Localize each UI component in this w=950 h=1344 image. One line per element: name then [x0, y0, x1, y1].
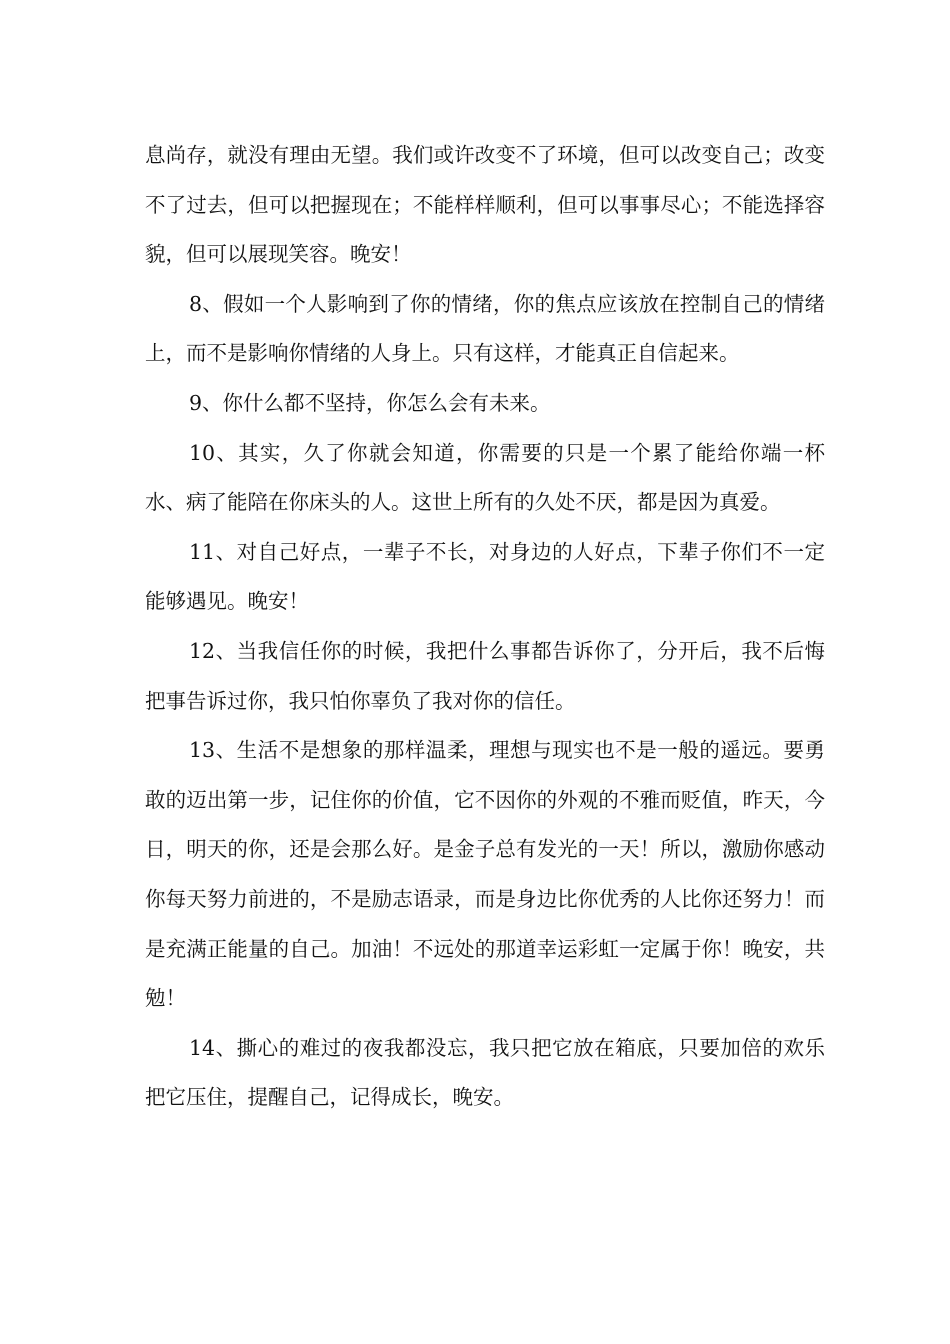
paragraph-11: 11、对自己好点，一辈子不长，对身边的人好点，下辈子你们不一定能够遇见。晚安！	[145, 539, 825, 614]
paragraph-continuation: 息尚存，就没有理由无望。我们或许改变不了环境，但可以改变自己；改变不了过去，但可以把握现在；不能样样顺利，但可以事事尽心；不能选择容貌，但可以展现笑容。晚安！	[145, 143, 825, 267]
paragraph-13: 13、生活不是想象的那样温柔，理想与现实也不是一般的遥远。要勇敢的迈出第一步，记住你的价值，它不因你的外观的不雅而贬值，昨天，今日，明天的你，还是会那么好。是金子总有发光的一天！所以，激励你感动你每天努力前进的，不是励志语录，而是身边比你优秀的人比你还努力！而是充满正能量的自己。加油！不远处的那道幸运彩虹一定属于你！晚安，共勉！	[145, 738, 825, 1011]
paragraph-12: 12、当我信任你的时候，我把什么事都告诉你了，分开后，我不后悔把事告诉过你，我只怕你辜负了我对你的信任。	[145, 638, 825, 713]
paragraph-9: 9、你什么都不坚持，你怎么会有未来。	[189, 390, 551, 415]
document-body	[145, 131, 825, 1123]
paragraph-10: 10、其实，久了你就会知道，你需要的只是一个累了能给你端一杯水、病了能陪在你床头的人。这世上所有的久处不厌，都是因为真爱。	[145, 440, 825, 515]
paragraph-8: 8、假如一个人影响到了你的情绪，你的焦点应该放在控制自己的情绪上，而不是影响你情绪的人身上。只有这样，才能真正自信起来。	[145, 291, 825, 366]
paragraph-14: 14、撕心的难过的夜我都没忘，我只把它放在箱底，只要加倍的欢乐把它压住，提醒自己，记得成长，晚安。	[145, 1035, 825, 1110]
